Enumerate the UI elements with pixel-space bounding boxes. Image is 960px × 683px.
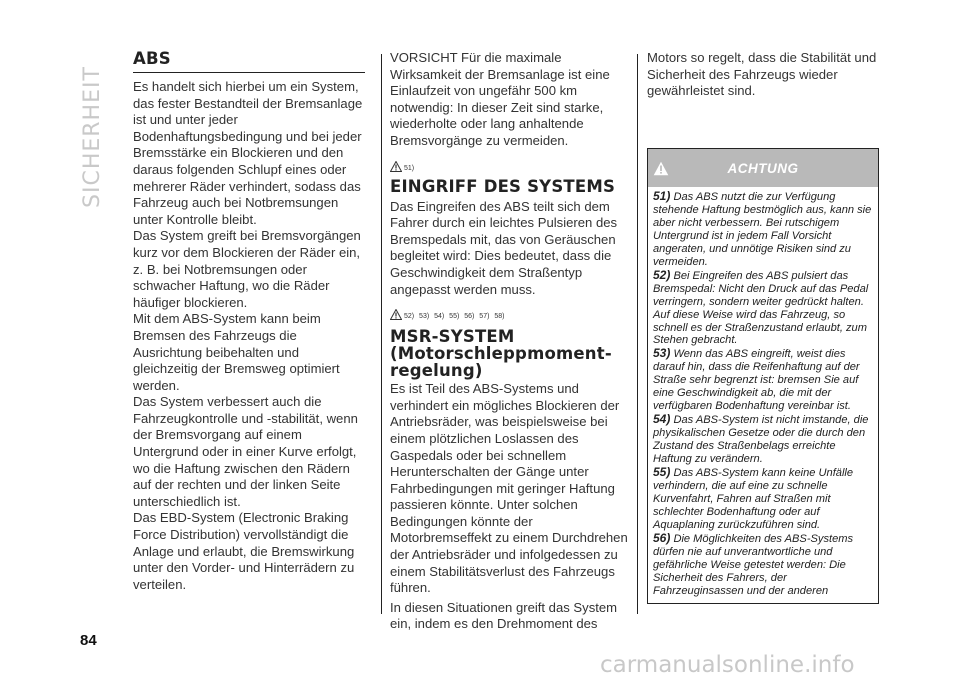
achtung-header	[648, 149, 878, 187]
note-number: 52)	[653, 267, 671, 282]
achtung-title: ACHTUNG	[727, 160, 799, 176]
achtung-badge	[648, 149, 674, 187]
msr-paragraph-continued: In diesen Situationen greift das System ein, indem es den Drehmoment des	[390, 599, 618, 632]
abs-paragraph: Mit dem ABS-System kann beim Bremsen des Fahrzeugs die Ausrichtung beibehalten und gleichzeitig der Bremsweg optimiert werden.	[133, 311, 340, 393]
warning-triangle-icon	[390, 161, 402, 172]
note-number: 53)	[653, 346, 671, 361]
abs-paragraph: Das EBD-System (Electronic Braking Force Distribution) vervollständigt die Anlage und erlaubt, die Bremswirkung unter den Vorder- und Hinterrädern zu verteilen.	[133, 510, 355, 592]
note-text: Bei Eingreifen des ABS pulsiert das Bremspedal: Nicht den Druck auf das Pedal verringern, sondern weiter gedrückt halten. Auf diese Weise wird das Fahrzeug, so schnell es der Straßenzustand erlaubt, zum Stehen gebracht.	[653, 269, 869, 347]
column-2	[390, 50, 630, 633]
abs-paragraph: Es handelt sich hierbei um ein System, das fester Bestandteil der Bremsanlage ist und unter jeder Bodenhaftungsbedingung und bei jeder Bremsstärke ein Blockieren und den daraus folgenden Schlupf eines oder mehrerer Räder verhindert, sodass das Fahrzeug auch bei Notbremsungen unter Kontrolle bleibt.	[133, 79, 363, 227]
warning-ref-numbers: 52) 53) 54) 55) 56) 57) 58)	[404, 313, 505, 321]
section-tab-label: SICHERHEIT	[80, 66, 105, 208]
warning-reference	[390, 306, 630, 320]
achtung-note	[653, 190, 873, 269]
note-text: Das ABS-System ist nicht imstande, die physikalischen Gesetze oder die durch den Zustand des Straßenbelags erreichte Haftung zu verändern.	[653, 414, 869, 466]
note-number: 55)	[653, 465, 671, 480]
note-text: Das ABS-System kann keine Unfälle verhindern, die auf eine zu schnelle Kurvenfahrt, Fahren auf Straßen mit schlechter Bodenhaftung oder auf Aquaplaning zurückzuführen sind.	[653, 467, 854, 531]
note-number: 54)	[653, 412, 671, 427]
note-text: Die Möglichkeiten des ABS-Systems dürfen nie auf unverantwortliche und gefährliche Weise getestet werden: Die Sicherheit des Fahrers, der Fahrzeuginsassen und der anderen	[653, 532, 854, 597]
achtung-body	[648, 187, 878, 603]
abs-paragraph: Das System greift bei Bremsvorgängen kurz vor dem Blockieren der Räder ein, z. B. bei Notbremsungen oder schwacher Haftung, wo die Räder häufiger blockieren.	[133, 228, 361, 310]
column-divider	[381, 54, 382, 614]
section-tab	[80, 48, 106, 208]
msr-heading-line: MSR-SYSTEM	[390, 327, 515, 347]
msr-heading-line: regelung)	[390, 361, 483, 381]
warning-triangle-icon	[390, 309, 402, 320]
column-divider	[637, 54, 638, 614]
eingriff-heading: EINGRIFF DES SYSTEMS	[390, 176, 616, 196]
note-text: Wenn das ABS eingreift, weist dies darauf hin, dass die Reifenhaftung auf der Straße sehr begrenzt ist: bremsen Sie auf eine Geschwindigkeit ab, die mit der verfügbaren Bodenhaftung vereinbar ist.	[653, 348, 860, 413]
heading-rule	[133, 72, 365, 73]
warning-triangle-icon	[653, 161, 669, 176]
warning-reference	[390, 158, 630, 172]
column-3-continuation-space	[647, 50, 879, 130]
msr-paragraph: Es ist Teil des ABS-Systems und verhindert ein mögliches Blockieren der Antriebsräder, was beispielsweise bei einem plötzlichen Loslassen des Gaspedals oder bei schnellem Herunterschalten der Gänge unter Fahrbedingungen mit geringer Haftung passieren könnte. Unter solchen Bedingungen könnte der Motorbremseffekt zu einem Durchdrehen der Antriebsräder und infolgedessen zu einem Stabilitätsverlust des Fahrzeugs führen.	[390, 381, 628, 596]
achtung-note	[653, 347, 873, 413]
abs-heading: ABS	[133, 49, 171, 68]
note-number: 56)	[653, 530, 671, 545]
achtung-note	[653, 413, 873, 466]
note-text: Das ABS nutzt die zur Verfügung stehende Haftung bestmöglich aus, kann sie aber nicht verbessern. Bei rutschigem Untergrund ist in jedem Fall Vorsicht angeraten, und unnötige Risiken sind zu vermeiden.	[653, 191, 872, 268]
note-number: 51)	[653, 189, 671, 203]
warning-ref-numbers: 51)	[404, 164, 415, 172]
column-3	[647, 50, 879, 604]
column-1	[133, 50, 365, 593]
page-number: 84	[80, 632, 97, 649]
achtung-box	[647, 148, 879, 604]
achtung-note	[653, 532, 873, 598]
abs-paragraph: Das System verbessert auch die Fahrzeugkontrolle und -stabilität, wenn der Bremsvorgang auf einem Untergrund oder in einer Kurve erfolgt, wo die Haftung zwischen den Rädern auf der rechten und der linken Seite unterschiedlich ist.	[133, 394, 358, 509]
msr-heading-line: (Motorschleppmoment-	[390, 344, 612, 364]
msr-paragraph-tail: Motors so regelt, dass die Stabilität und Sicherheit des Fahrzeugs wieder gewährleistet sind.	[647, 50, 877, 99]
watermark[interactable]: carmanualsonline.info	[600, 652, 855, 678]
achtung-note	[653, 269, 873, 348]
vorsicht-paragraph: VORSICHT Für die maximale Wirksamkeit der Bremsanlage ist eine Einlaufzeit von ungefähr 500 km notwendig: In dieser Zeit sind starke, wiederholte oder lang anhaltende Bremsvorgänge zu vermeiden.	[390, 50, 610, 148]
eingriff-paragraph: Das Eingreifen des ABS teilt sich dem Fahrer durch ein leichtes Pulsieren des Bremspedals mit, das von Geräuschen begleitet wird: Dies bedeutet, dass die Geschwindigkeit dem Straßentyp angepasst werden muss.	[390, 198, 618, 297]
achtung-note	[653, 466, 873, 532]
